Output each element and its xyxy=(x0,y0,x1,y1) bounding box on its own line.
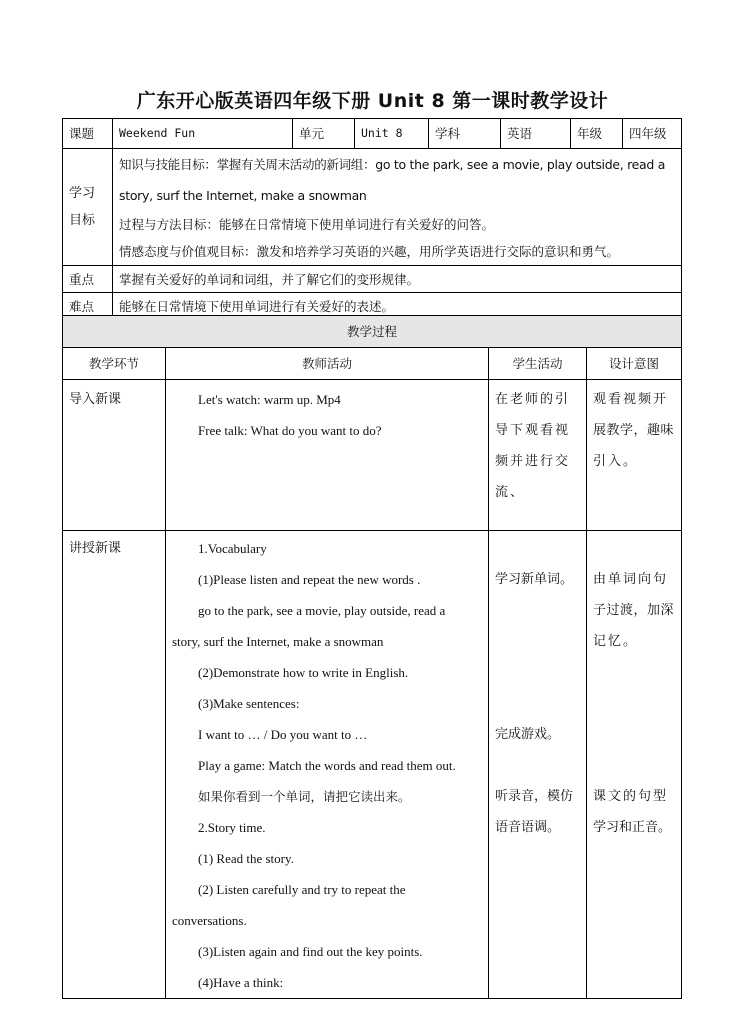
process-band-row xyxy=(63,316,682,348)
stage-label: 讲授新课 xyxy=(69,541,122,556)
student-line: 在老师的引 xyxy=(495,392,571,407)
process-band: 教学过程 xyxy=(63,316,682,348)
subject-label: 学科 xyxy=(429,119,501,149)
header-teacher: 教师活动 xyxy=(166,348,489,380)
unit-label: 单元 xyxy=(293,119,355,149)
intent-line: 课文的句型 xyxy=(593,789,669,804)
student-cell xyxy=(489,531,587,999)
key-points-label: 重点 xyxy=(63,266,113,293)
header-intent: 设计意图 xyxy=(587,348,682,380)
objectives-label-text: 学习目标 xyxy=(69,186,96,228)
student-line: 流、 xyxy=(495,485,526,500)
difficult-points-text: 能够在日常情境下使用单词进行有关爱好的表述。 xyxy=(113,293,682,321)
process-row-intro xyxy=(63,380,682,531)
intent-line: 记忆。 xyxy=(593,634,639,649)
student-line: 语音语调。 xyxy=(495,820,561,835)
teacher-cell xyxy=(166,380,489,531)
teacher-line: 2.Story time. xyxy=(198,820,266,835)
document-title: 广东开心版英语四年级下册 Unit 8 第一课时教学设计 xyxy=(136,90,609,112)
intent-cell xyxy=(587,531,682,999)
teacher-line: 1.Vocabulary xyxy=(198,541,267,556)
process-table xyxy=(62,315,682,999)
topic-label: 课题 xyxy=(63,119,113,149)
teacher-line: Free talk: What do you want to do? xyxy=(198,423,382,438)
stage-label: 导入新课 xyxy=(69,392,122,407)
objective-process: 过程与方法目标：能够在日常情境下使用单词进行有关爱好的问答。 xyxy=(119,217,495,232)
teacher-line: (3)Make sentences: xyxy=(198,696,300,711)
teacher-line: story, surf the Internet, make a snowman xyxy=(172,634,384,649)
teacher-cell xyxy=(166,531,489,999)
intent-line: 观看视频开 xyxy=(593,392,669,407)
student-line: 听录音，模仿 xyxy=(495,789,574,804)
student-line: 导下观看视 xyxy=(495,423,571,438)
info-row xyxy=(63,119,682,149)
student-line: 学习新单词。 xyxy=(495,572,574,587)
objectives-row xyxy=(63,149,682,266)
objective-emotion: 情感态度与价值观目标：激发和培养学习英语的兴趣，用所学英语进行交际的意识和勇气。 xyxy=(119,244,620,259)
intent-line: 由单词向句 xyxy=(593,572,669,587)
teacher-line: (2) Listen carefully and try to repeat the xyxy=(198,882,406,897)
header-stage: 教学环节 xyxy=(63,348,166,380)
process-row-new-lesson xyxy=(63,531,682,999)
teacher-line: I want to … / Do you want to … xyxy=(198,727,368,742)
student-cell xyxy=(489,380,587,531)
teacher-line: Let's watch: warm up. Mp4 xyxy=(198,392,341,407)
teacher-line: 如果你看到一个单词，请把它读出来。 xyxy=(198,789,411,804)
teacher-line: Play a game: Match the words and read them out. xyxy=(198,758,456,773)
grade-label: 年级 xyxy=(571,119,623,149)
difficult-points-label: 难点 xyxy=(63,293,113,321)
student-line: 频并进行交 xyxy=(495,454,571,469)
objective-knowledge: 知识与技能目标：掌握有关周末活动的新词组：go to the park, see a movie, play outside, read a story, surf the Internet, make a snowman xyxy=(119,157,666,203)
objectives-content xyxy=(113,149,682,266)
teacher-line: (1) Read the story. xyxy=(198,851,294,866)
topic-value: Weekend Fun xyxy=(113,119,293,149)
teacher-line: (2)Demonstrate how to write in English. xyxy=(198,665,409,680)
teacher-line: conversations. xyxy=(172,913,247,928)
header-student: 学生活动 xyxy=(489,348,587,380)
grade-value: 四年级 xyxy=(623,119,682,149)
intent-line: 引入。 xyxy=(593,454,639,469)
unit-value: Unit 8 xyxy=(355,119,429,149)
intent-line: 子过渡，加深 xyxy=(593,603,675,618)
teacher-line: (3)Listen again and find out the key points. xyxy=(198,944,423,959)
subject-value: 英语 xyxy=(501,119,571,149)
stage-cell xyxy=(63,531,166,999)
objectives-label xyxy=(63,149,113,266)
key-points-row xyxy=(63,266,682,293)
intent-line: 学习和正音。 xyxy=(593,820,672,835)
teacher-line: (4)Have a think: xyxy=(198,975,284,990)
intent-line: 展教学，趣味 xyxy=(593,423,675,438)
info-table xyxy=(62,118,682,321)
process-header-row xyxy=(63,348,682,380)
teacher-line: (1)Please listen and repeat the new words . xyxy=(198,572,421,587)
stage-cell xyxy=(63,380,166,531)
student-line: 完成游戏。 xyxy=(495,727,561,742)
teacher-line: go to the park, see a movie, play outside, read a xyxy=(198,603,446,618)
key-points-text: 掌握有关爱好的单词和词组，并了解它们的变形规律。 xyxy=(113,266,682,293)
intent-cell xyxy=(587,380,682,531)
